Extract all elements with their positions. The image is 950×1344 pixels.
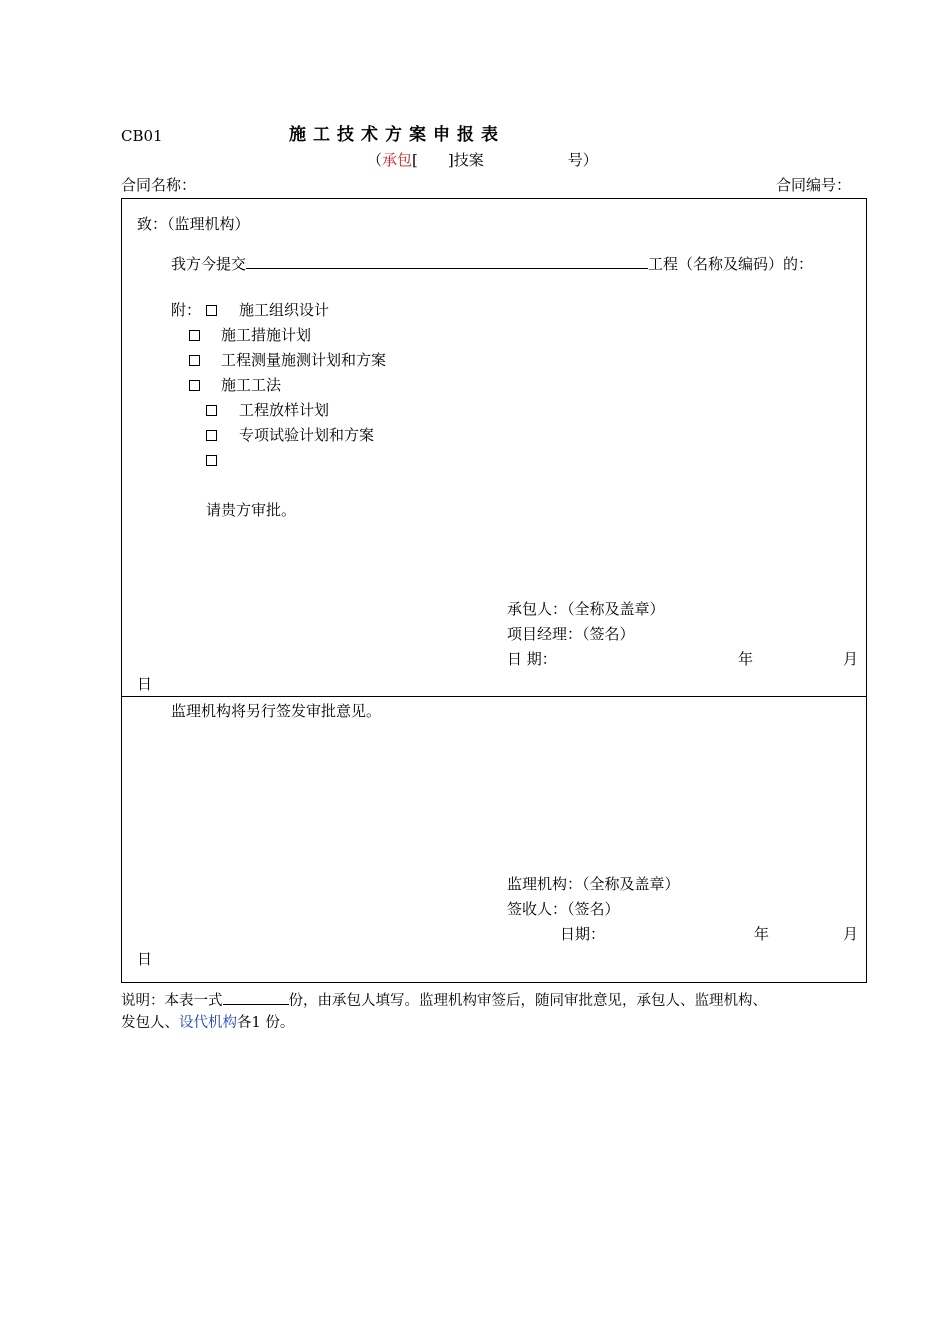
supervisor-month-label: 月 [843, 925, 859, 943]
attachment-label: 专项试验计划和方案 [239, 426, 375, 444]
supervisor-opinion: 监理机构将另行签发审批意见。 [171, 702, 382, 720]
attachment-label: 工程测量施测计划和方案 [221, 351, 387, 369]
note-line-1 [121, 990, 767, 1009]
contract-name-label: 合同名称： [121, 176, 197, 194]
form-title: 施工技术方案申报表 [289, 125, 505, 145]
contract-no-label: 合同编号： [776, 176, 852, 194]
supervisor-year-label: 年 [754, 925, 770, 943]
attachment-label: 施工组织设计 [239, 301, 330, 319]
attachment-item[interactable] [206, 428, 374, 443]
checkbox-icon[interactable] [206, 455, 217, 466]
attachment-item[interactable] [206, 303, 329, 318]
attachment-label: 施工措施计划 [221, 326, 312, 344]
attachment-item[interactable] [206, 453, 239, 468]
attachment-label: 施工工法 [221, 376, 282, 394]
receiver-label: 签收人：（签名） [507, 900, 620, 918]
checkbox-icon[interactable] [206, 305, 217, 316]
note-line2-suffix: 各1 份。 [237, 1015, 295, 1031]
submit-suffix: 工程（名称及编码）的： [648, 255, 814, 273]
subtitle-open: （ [367, 151, 383, 169]
attachment-item[interactable] [189, 353, 386, 368]
subtitle-number: 号） [567, 151, 598, 169]
submit-line [171, 254, 813, 272]
supervisor-org-label: 监理机构：（全称及盖章） [507, 875, 680, 893]
project-name-field[interactable] [246, 254, 648, 269]
date-label: 日 期： [507, 650, 557, 668]
to-line: 致：（监理机构） [137, 215, 250, 233]
checkbox-icon[interactable] [189, 355, 200, 366]
supervisor-date-label: 日期： [560, 925, 606, 943]
section-divider [121, 696, 867, 697]
note-line2-prefix: 发包人、 [121, 1015, 179, 1031]
form-code: CB01 [121, 127, 163, 145]
attachment-item[interactable] [206, 403, 329, 418]
submit-prefix: 我方今提交 [171, 255, 247, 273]
note-prefix: 说明：本表一式 [121, 993, 223, 1009]
note-suffix: 份，由承包人填写。监理机构审签后，随同审批意见，承包人、监理机构、 [288, 993, 767, 1009]
attachment-label: 工程放样计划 [239, 401, 330, 419]
request-text: 请贵方审批。 [206, 501, 297, 519]
checkbox-icon[interactable] [189, 380, 200, 391]
supervisor-day-label: 日 [137, 950, 153, 968]
note-line-2 [121, 1016, 294, 1031]
checkbox-icon[interactable] [206, 405, 217, 416]
form-subtitle [367, 153, 598, 168]
design-agency-link: 设代机构 [179, 1015, 237, 1031]
day-label: 日 [137, 675, 153, 693]
subtitle-code: [ ]技案 [412, 151, 484, 169]
contractor-label: 承包人：（全称及盖章） [507, 600, 665, 618]
checkbox-icon[interactable] [189, 330, 200, 341]
year-label: 年 [738, 650, 754, 668]
checkbox-icon[interactable] [206, 430, 217, 441]
month-label: 月 [843, 650, 859, 668]
subtitle-contractor: 承包 [382, 151, 413, 169]
manager-label: 项目经理：（签名） [507, 625, 635, 643]
copies-field[interactable] [223, 990, 289, 1005]
attachment-item[interactable] [189, 328, 311, 343]
attachment-item[interactable] [189, 378, 281, 393]
attach-label: 附： [171, 301, 202, 319]
